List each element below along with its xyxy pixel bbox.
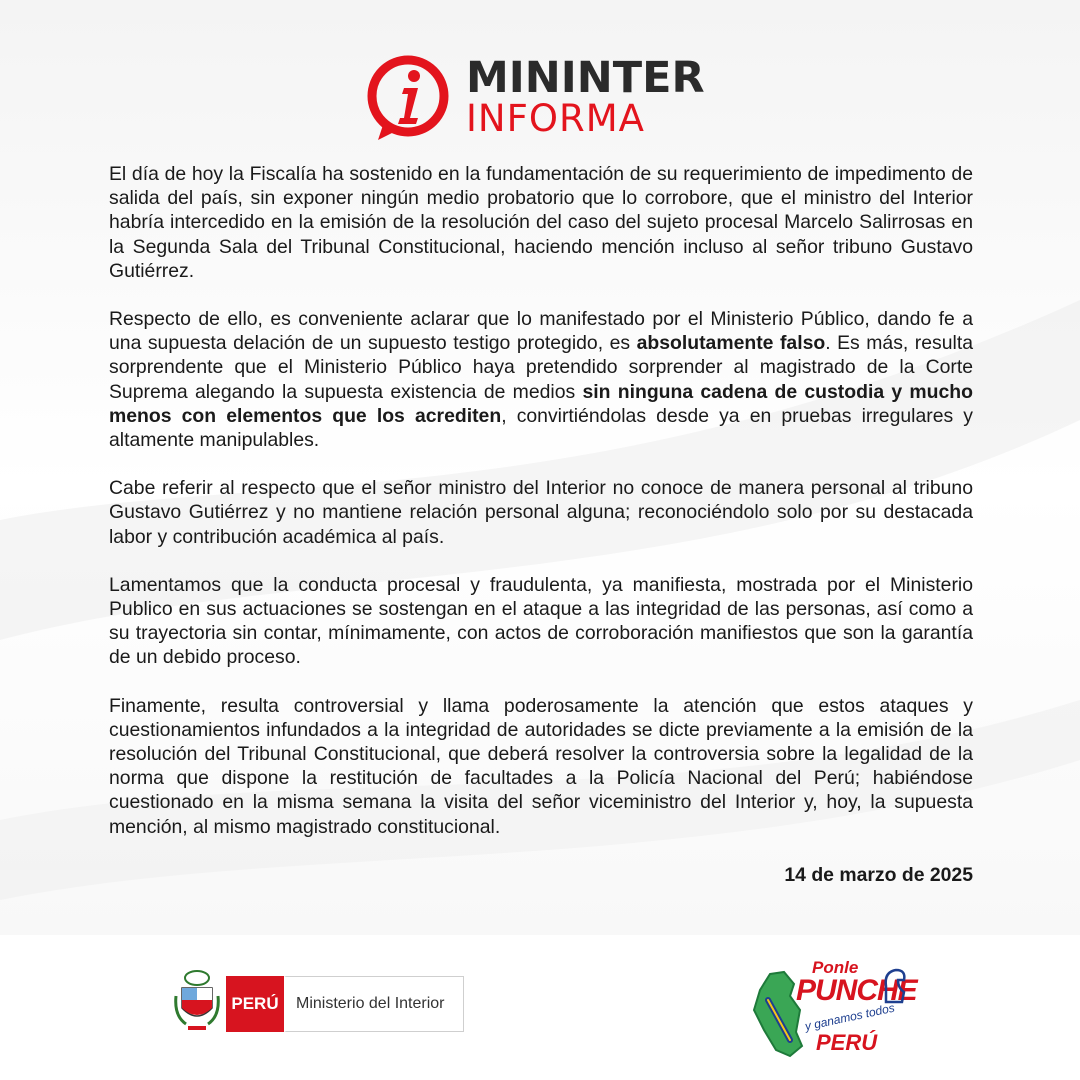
campaign-logo: [750, 958, 917, 1064]
peru-label: PERÚ: [226, 976, 284, 1032]
paragraph-text: El día de hoy la Fiscalía ha sostenido en la fundamentación de su requerimiento de impedimento de salida del país, sin exponer ningún medio probatorio que lo corrobore, que el ministro del Interior habría intercedido en la emisión de la resolución del caso del sujeto procesal Marcelo Salirrosas en la Segunda Sala del Tribunal Constitucional, haciendo mención incluso al señor tribuno Gustavo Gutiérrez.: [109, 163, 973, 282]
statement-paragraph: [109, 307, 973, 452]
flexed-arm-icon: [880, 966, 910, 1006]
paragraph-text: Cabe referir al respecto que el señor ministro del Interior no conoce de manera personal al tribuno Gustavo Gutiérrez y no mantiene relación personal alguna; reconociéndolo solo por su destacada labor y contribución académica al país.: [109, 477, 973, 548]
footer: [0, 935, 1080, 1080]
paragraph-text: . Es más, resulta sorprendente que el Ministerio Público haya pretendido sorprender al magistrado de la Corte Suprema alegando la supuesta existencia de medios: [109, 332, 973, 403]
paragraph-text: Respecto de ello, es conveniente aclarar que lo manifestado por el Ministerio Público, dando fe a una supuesta delación de un supuesto testigo protegido, es: [109, 308, 973, 355]
header: [364, 54, 744, 144]
ministry-logo: [172, 966, 464, 1036]
statement-paragraph: [109, 694, 973, 839]
ministry-label: Ministerio del Interior: [284, 976, 464, 1032]
statement-paragraph: [109, 162, 973, 283]
brand-title: MININTER: [466, 53, 705, 103]
statement-paragraph: [109, 573, 973, 670]
statement-body: [109, 162, 973, 887]
info-speech-bubble-icon: [364, 54, 456, 144]
emphasized-text: sin ninguna cadena de custodia y mucho menos con elementos que los acrediten: [109, 380, 973, 427]
paragraph-list: [109, 162, 973, 839]
paragraph-text: , convirtiéndolas desde ya en pruebas irregulares y altamente manipulables.: [109, 404, 973, 452]
campaign-line3: y ganamos todos: [803, 1000, 896, 1034]
campaign-line1: Ponle: [812, 958, 859, 977]
paragraph-text: Finamente, resulta controversial y llama poderosamente la atención que estos ataques y cuestionamientos infundados a la integridad de autoridades se dicte previamente a la emisión de la resolución del Tribunal Constitucional, que deberá resolver la controversia sobre la legalidad de la norma que dispone la restitución de facultades a la Policía Nacional del Perú; habiéndose cuestionado en la misma semana la visita del señor viceministro del Interior y, hoy, la supuesta mención, al mismo magistrado constitucional.: [109, 694, 973, 838]
paragraph-text: Lamentamos que la conducta procesal y fraudulenta, ya manifiesta, mostrada por el Ministerio Publico en sus actuaciones se sostengan en el ataque a las integridad de las personas, así como a su trayectoria sin contar, mínimamente, con actos de corroboración manifiestos que son la garantía de un debido proceso.: [109, 573, 973, 669]
peru-coat-of-arms-icon: [172, 966, 222, 1036]
brand-subtitle: INFORMA: [466, 97, 645, 140]
campaign-line2: PUNCHE: [796, 974, 917, 1007]
campaign-line4: PERÚ: [816, 1030, 878, 1055]
emphasized-text: absolutamente falso: [636, 332, 826, 355]
statement-date: 14 de marzo de 2025: [784, 863, 973, 886]
statement-paragraph: [109, 476, 973, 549]
